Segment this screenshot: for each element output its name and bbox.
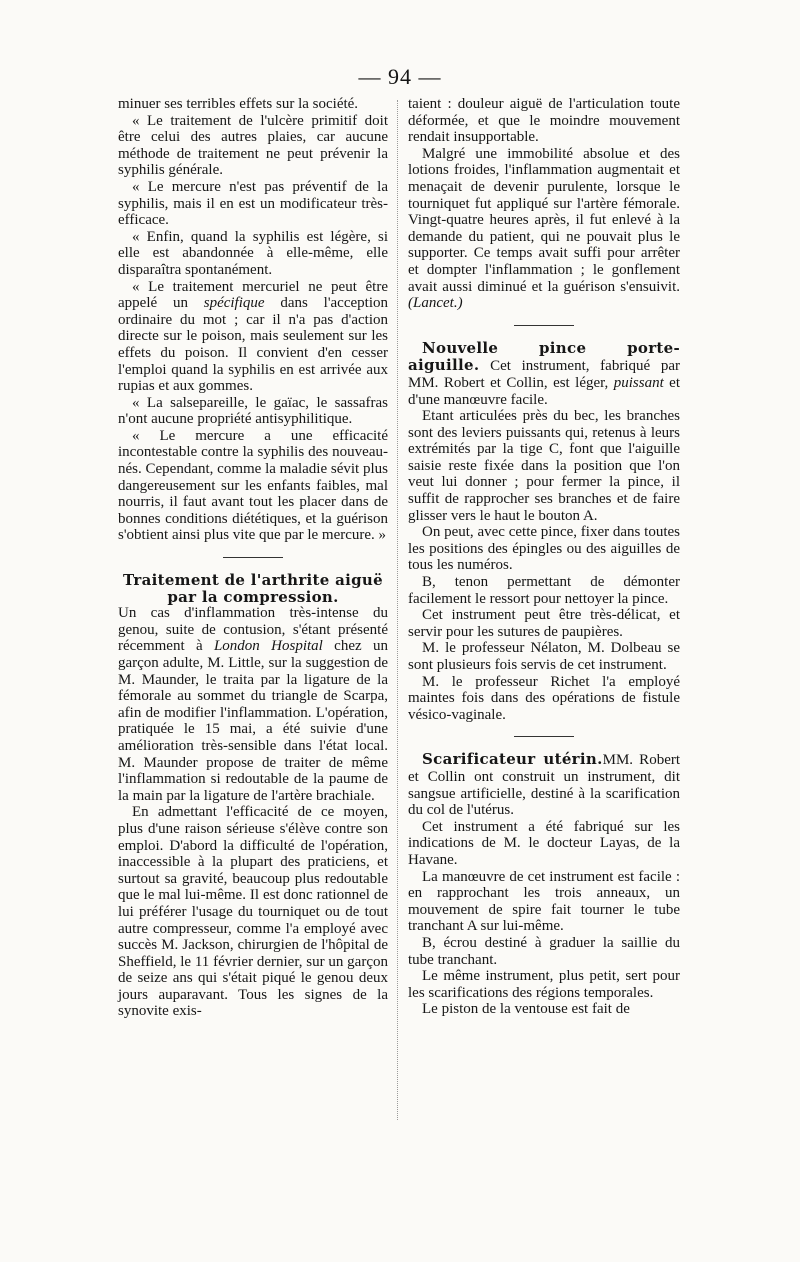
section-rule [514, 325, 574, 326]
section-heading: Traitement de l'arthrite aiguë par la compression. [123, 571, 383, 606]
paragraph [408, 340, 680, 408]
section-heading: Nouvelle pince porte-aiguille. [408, 338, 680, 375]
paragraph: Etant articulées près du bec, les branches sont des leviers puissants qui, retenus à leurs extrémités par la tige C, font que l'aiguille saisie reste fixée dans la position que l'on veut lui donner ; pour fermer la pince, il suffit de rapprocher ses branches et de faire glisser vers le haut le bouton A. [408, 408, 680, 524]
paragraph: Le même instrument, plus petit, sert pour les scarifications des régions temporales. [408, 968, 680, 1001]
paragraph [408, 751, 680, 818]
paragraph: Le piston de la ventouse est fait de [422, 1001, 630, 1018]
paragraph: B, écrou destiné à graduer la saillie du tube tranchant. [408, 934, 680, 968]
text-run: Malgré une immobilité absolue et des lotions froides, l'inflammation augmentait et menaçait de devenir purulente, lorsque le tourniquet fut appliqué sur l'artère fémorale. Vingt-quatre heures après, il fut enlevé à la demande du patient, qui ne pouvait plus le supporter. Ce temps avait suffi pour arrêter et dompter l'inflammation ; le gonflement avait aussi diminué et la guérison s'ensuivit. [408, 145, 680, 295]
italic-term: London Hospital [213, 638, 323, 655]
section-rule [514, 736, 574, 737]
paragraph: minuer ses terribles effets sur la société. [118, 96, 359, 112]
text-run: Cet instrument, fabriqué par MM. Robert et Collin, est léger, [408, 358, 680, 391]
paragraph: En admettant l'efficacité de ce moyen, plus d'une raison sérieuse s'élève contre son emploi. D'abord la difficulté de l'opération, inaccessible à la plupart des praticiens, et surtout sa gravité, beaucoup plus redoutable que le mal lui-même. Il est donc rationnel de lui préférer l'usage du tourniquet ou de tout autre compresseur, comme l'a employé avec succès M. Jackson, chirurgien de l'hôpital de Sheffield, le 11 février dernier, sur un garçon de seize ans qui s'était piqué le genou deux jours auparavant. Tous les signes de la synovite exis- [118, 804, 388, 1020]
paragraph: « Enfin, quand la syphilis est légère, si elle est abandonnée à elle-même, elle disparaîtra spontanément. [118, 228, 388, 278]
section-rule [223, 557, 283, 558]
paragraph [118, 279, 388, 395]
text-run: MM. Robert et Collin ont construit un instrument, dit sangsue artificielle, destiné à la scarification du col de l'utérus. [408, 752, 681, 819]
right-column [408, 96, 680, 1018]
paragraph: M. le professeur Nélaton, M. Dolbeau se sont plusieurs fois servis de cet instrument. [408, 640, 680, 673]
paragraph: « Le mercure a une efficacité incontestable contre la syphilis des nouveau-nés. Cependant, comme la maladie sévit plus dangereusement sur les enfants faibles, mal nourris, il faut avant tout les placer dans de bonnes conditions diététiques, et la guérison s'obtient ainsi plus vite que par le mercure. » [118, 427, 388, 544]
text-run: Un cas d'inflammation très-intense du genou, suite de contusion, s'étant présenté récemment à [118, 605, 388, 655]
paragraph: B, tenon permettant de démonter facilement le ressort pour nettoyer la pince. [408, 574, 680, 607]
paragraph: Cet instrument a été fabriqué sur les indications de M. le docteur Layas, de la Havane. [408, 818, 680, 868]
left-column [118, 96, 388, 1020]
paragraph [408, 146, 680, 312]
paragraph: « La salsepareille, le gaïac, le sassafras n'ont aucune propriété antisyphilitique. [118, 394, 388, 428]
paragraph [118, 605, 388, 804]
source-citation: (Lancet.) [408, 295, 463, 312]
column-divider [397, 100, 398, 1120]
paragraph: « Le mercure n'est pas préventif de la syphilis, mais il en est un modificateur très-efficace. [118, 178, 388, 229]
text-run: « Le traitement mercuriel ne peut être appelé un [118, 278, 388, 312]
paragraph: La manœuvre de cet instrument est facile : en rapprochant les trois anneaux, un mouvement de spire fait tourner le tube tranchant A sur lui-même. [408, 868, 680, 935]
paragraph: On peut, avec cette pince, fixer dans toutes les positions des épingles ou des aiguilles de tous les numéros. [408, 524, 680, 574]
text-run: et d'une manœuvre facile. [408, 374, 681, 408]
text-run: dans l'acception ordinaire du mot ; car il n'a pas d'action directe sur le poison, mais seulement sur les effets du poison. Il convient d'en cesser l'emploi quand la syphilis en est arrivée aux rupias et aux gommes. [118, 295, 388, 395]
paragraph: « Le traitement de l'ulcère primitif doit être celui des autres plaies, car aucune méthode de traitement ne peut prévenir la syphilis générale. [118, 112, 388, 179]
section-heading: Scarificateur utérin. [422, 750, 603, 769]
italic-term: puissant [613, 374, 664, 391]
italic-term: spécifique [203, 295, 265, 312]
paragraph: Cet instrument peut être très-délicat, et servir pour les sutures de paupières. [408, 607, 680, 640]
page-number: — 94 — [358, 64, 442, 89]
paragraph: taient : douleur aiguë de l'articulation toute déformée, et que le moindre mouvement rendait insupportable. [408, 96, 680, 146]
text-run: chez un garçon adulte, M. Little, sur la suggestion de M. Maunder, le traita par la ligature de la fémorale au sommet du triangle de Scarpa, afin de modifier l'inflammation. L'opération, pratiquée le 15 mai, a été suivie d'une amélioration très-sensible dans l'état local. M. Maunder propose de traiter de même l'inflammation si redoutable de la paume de la main par la ligature de l'artère brachiale. [118, 638, 388, 804]
paragraph: M. le professeur Richet l'a employé maintes fois dans des opérations de fistule vésico-vaginale. [408, 673, 680, 723]
